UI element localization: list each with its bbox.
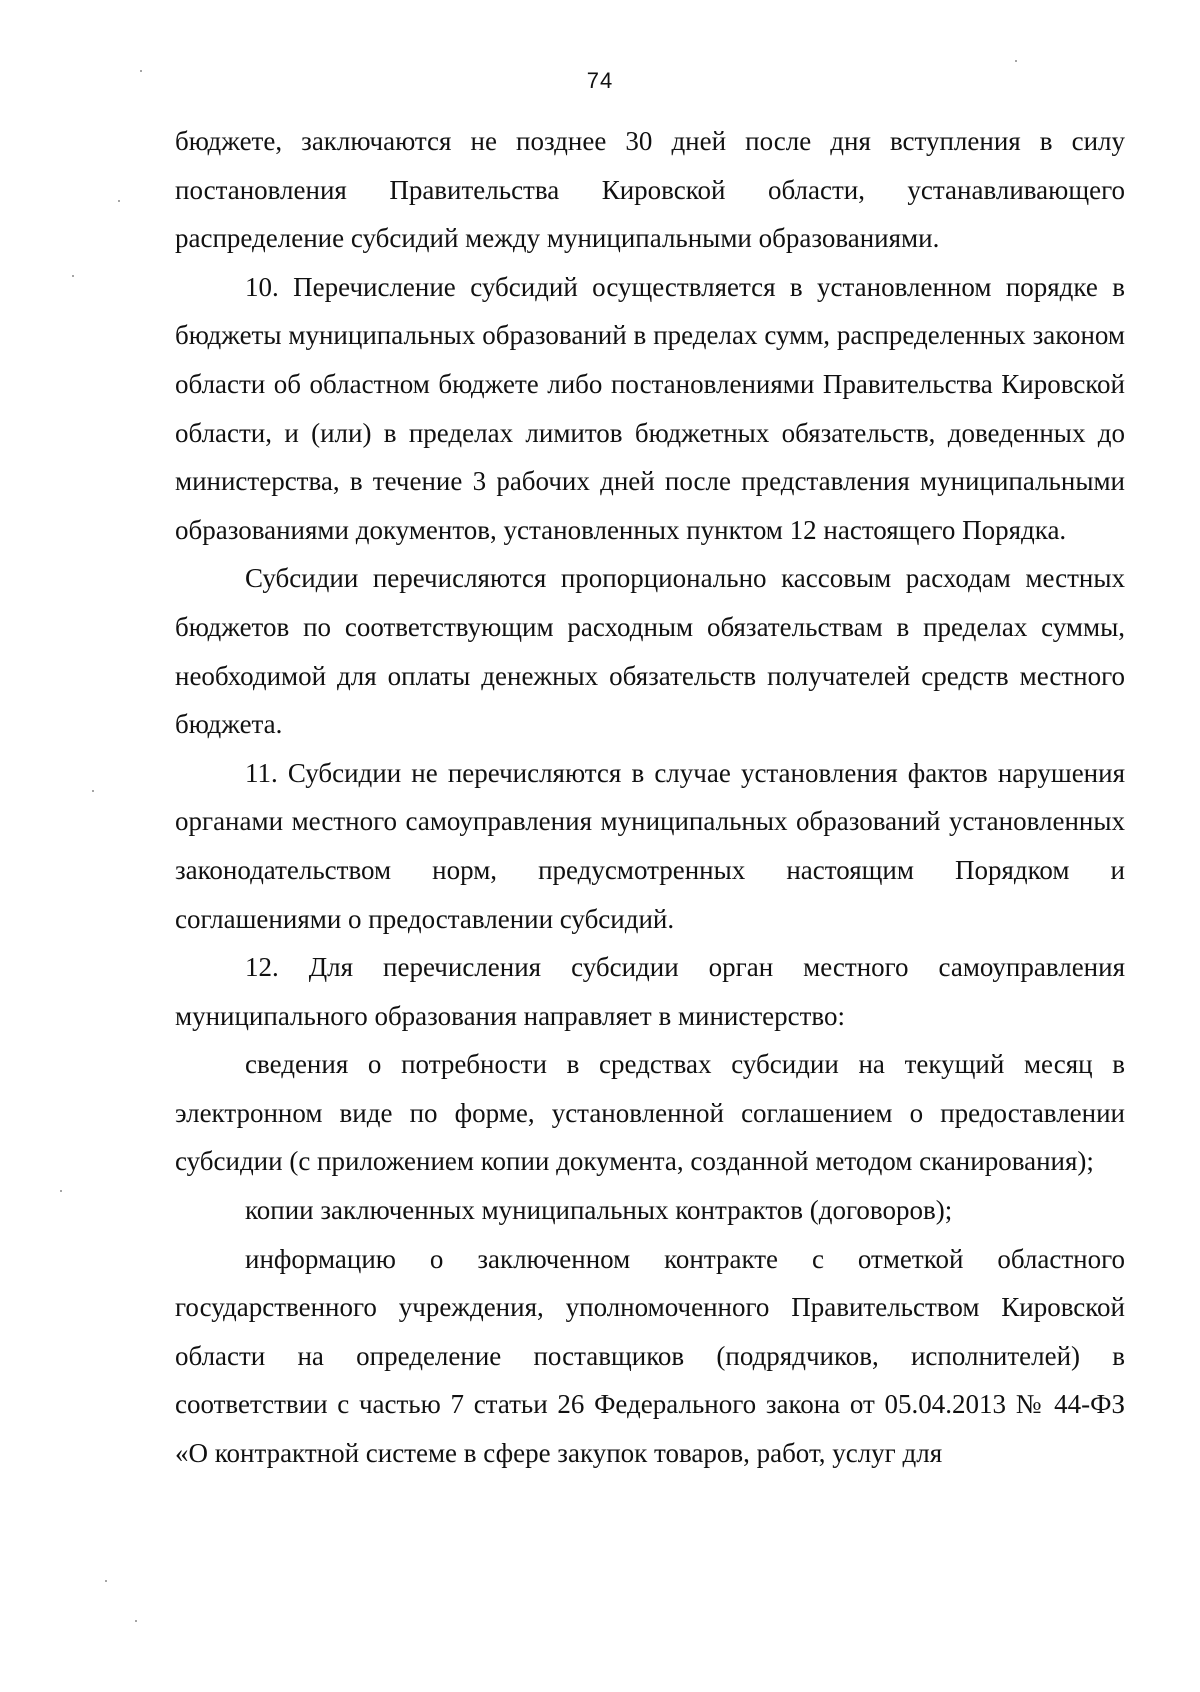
scan-speck: [60, 1190, 62, 1192]
scan-speck: [1015, 60, 1017, 62]
scan-speck: [92, 790, 94, 792]
paragraph-contract-copies: копии заключенных муниципальных контрактов (договоров);: [245, 1195, 953, 1226]
paragraph-subsidy-transfer: Субсидии перечисляются пропорционально кассовым расходам местных бюджетов по соответствующим расходным обязательствам в пределах суммы, необходимой для оплаты денежных обязательств получателей средств местного бюджета.: [175, 563, 1125, 740]
paragraph-item-10: 10. Перечисление субсидий осуществляется в установленном порядке в бюджеты муниципальных образований в пределах сумм, распределенных законом области об областном бюджете либо постановлениями Правительства Кировской области, и (или) в пределах лимитов бюджетных обязательств, доведенных до министерства, в течение 3 рабочих дней после представления муниципальными образованиями документов, установленных пунктом 12 настоящего Порядка.: [175, 271, 1125, 545]
page-number: 74: [586, 68, 614, 93]
paragraph-item-12: 12. Для перечисления субсидии орган местного самоуправления муниципального образования направляет в министерство:: [175, 952, 1125, 1031]
scan-speck: [105, 1580, 107, 1582]
document-body: [175, 117, 1125, 1478]
paragraph-item-11: 11. Субсидии не перечисляются в случае установления фактов нарушения органами местного самоуправления муниципальных образований установленных законодательством норм, предусмотренных настоящим Порядком и соглашениями о предоставлении субсидий.: [175, 757, 1125, 934]
scan-speck: [135, 1620, 137, 1622]
paragraph-continuation: бюджете, заключаются не позднее 30 дней после дня вступления в силу постановления Правительства Кировской области, устанавливающего распределение субсидий между муниципальными образованиями.: [175, 126, 1125, 254]
paragraph-contract-info: информацию о заключенном контракте с отметкой областного государственного учреждения, уполномоченного Правительством Кировской области на определение поставщиков (подрядчиков, исполнителей) в соответствии с частью 7 статьи 26 Федерального закона от 05.04.2013 № 44-ФЗ «О контрактной системе в сфере закупок товаров, работ, услуг для: [175, 1243, 1125, 1469]
scan-speck: [72, 275, 74, 277]
scan-speck: [140, 70, 142, 72]
scan-speck: [118, 200, 120, 202]
paragraph-needs-info: сведения о потребности в средствах субсидии на текущий месяц в электронном виде по форме, установленной соглашением о предоставлении субсидии (с приложением копии документа, созданной методом сканирования);: [175, 1049, 1125, 1177]
